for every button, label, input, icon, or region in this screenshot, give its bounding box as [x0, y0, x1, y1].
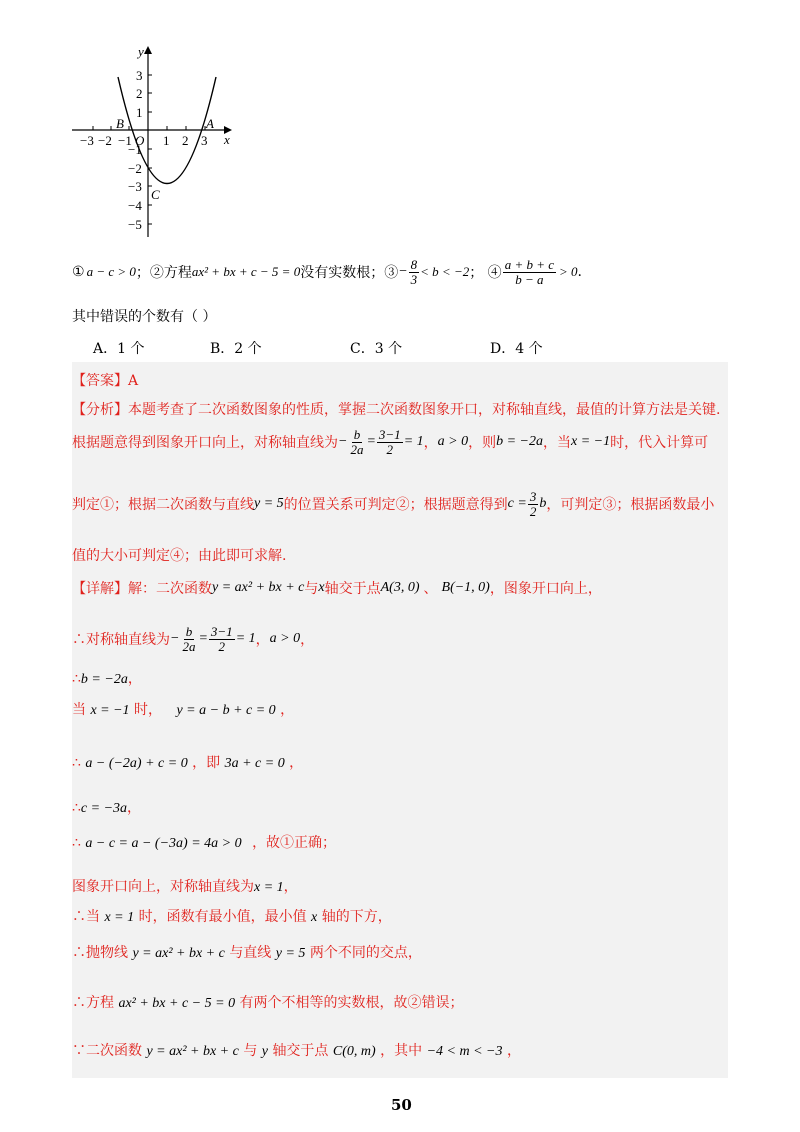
detail-line-11: ∴方程 ax² + bx + c − 5 = 0 有两个不相等的实数根，故②错误；: [72, 995, 464, 1011]
x-tick: −1: [118, 133, 132, 148]
analysis-line-4: 值的大小可判定④；由此即可求解.: [72, 548, 287, 564]
detail-line-12: ∵二次函数 y = ax² + bx + c 与 y 轴交于点 C(0, m) ，其中 −4 < m < −3 ，: [72, 1043, 521, 1059]
detail-line-2: ∴对称轴直线为 − $\frac{b}{2a}$ = $\frac{3-1}{2}$ = 1 ， a > 0 ，: [72, 624, 315, 654]
parabola-graph: [0, 0, 260, 245]
point-b-label: B: [116, 116, 124, 131]
detail-line-6: ∴c = −3a，: [72, 800, 142, 816]
detail-line-9: ∴当 x = 1 时，函数有最小值，最小值 x 轴的下方，: [72, 909, 392, 925]
x-tick: −2: [98, 133, 112, 148]
x-tick: 1: [163, 133, 170, 148]
option-a: A．1 个: [93, 341, 145, 357]
y-tick: 1: [136, 105, 143, 120]
detail-line-4: 当 x = −1 时， y = a − b + c = 0 ，: [72, 702, 295, 718]
answer-label: 【答案】A: [72, 373, 139, 389]
detail-line-1: 【详解】 解：二次函数 y = ax² + bx + c 与 x 轴交于点 A(3, 0) 、 B(−1, 0) ，图象开口向上，: [72, 580, 602, 597]
analysis-line-1: 【分析】本题考查了二次函数图象的性质，掌握二次函数图象开口，对称轴直线，最值的计算方法是关键.: [72, 402, 721, 418]
detail-line-7: ∴ a − c = a − (−3a) = 4a > 0 ，故①正确；: [72, 835, 337, 851]
detail-line-3: ∴b = −2a，: [72, 671, 142, 687]
solution-background: [72, 362, 728, 1078]
option-d: D．4 个: [490, 341, 543, 357]
detail-line-10: ∴抛物线 y = ax² + bx + c 与直线 y = 5 两个不同的交点，: [72, 945, 422, 961]
page-number: 50: [391, 1096, 412, 1114]
point-c-label: C: [151, 187, 160, 202]
y-tick: −2: [128, 161, 142, 176]
question-prompt: 其中错误的个数有（ ）: [72, 309, 217, 325]
origin-label: O: [135, 133, 145, 148]
y-tick: 3: [136, 68, 143, 83]
x-tick: 2: [182, 133, 189, 148]
y-axis-arrow: [144, 46, 152, 54]
x-tick: 3: [201, 133, 208, 148]
x-axis-label: x: [224, 132, 230, 147]
y-tick: −3: [128, 179, 142, 194]
analysis-line-2: 根据题意得到图象开口向上，对称轴直线为 − $\frac{b}{2a}$ = $\frac{3-1}{2}$ = 1 ， a > 0 ，则 b = −2a ，当 x = −1 时，代入计算可: [72, 427, 709, 457]
analysis-line-3: 判定①；根据二次函数与直线 y = 5 的位置关系可判定②；根据题意得到 c = $\frac{3}{2}$ b ，可判定③；根据函数最小: [72, 489, 715, 519]
option-c: C．3 个: [350, 341, 403, 357]
question-statements: ① a − c > 0 ；②方程 ax² + bx + c − 5 = 0 没有实数根；③ − $\frac{8}{3}$ < b < −2 ； ④ $\frac{a + b + c}{b - a}$ > 0 .: [72, 257, 582, 287]
point-a-label: A: [206, 116, 214, 131]
y-tick: 2: [136, 86, 143, 101]
option-b: B．2 个: [210, 341, 262, 357]
y-tick: −1: [128, 142, 142, 157]
y-axis-label: y: [138, 44, 144, 59]
y-tick: −4: [128, 198, 142, 213]
detail-line-5: ∴ a − (−2a) + c = 0 ，即 3a + c = 0 ，: [72, 755, 304, 771]
detail-line-8: 图象开口向上，对称轴直线为x = 1，: [72, 879, 298, 895]
x-tick: −3: [80, 133, 94, 148]
y-tick: −5: [128, 217, 142, 232]
